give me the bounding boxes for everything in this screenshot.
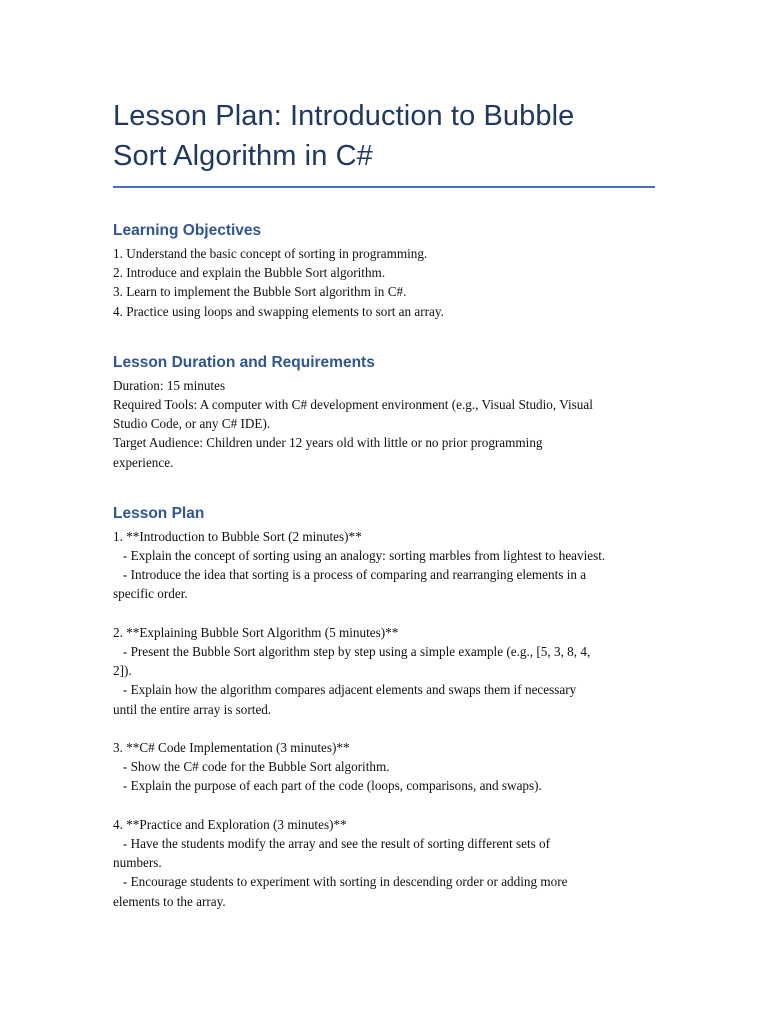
target-audience-line: Target Audience: Children under 12 years old with little or no prior programming xyxy=(113,435,543,451)
lesson-step-1 xyxy=(113,527,658,604)
document-title-line-2: Sort Algorithm in C# xyxy=(113,140,373,172)
duration-requirements-section xyxy=(113,353,658,472)
duration-line: Duration: 15 minutes xyxy=(113,377,226,393)
lesson-step-title: 1. **Introduction to Bubble Sort (2 minutes)** xyxy=(113,528,362,544)
lesson-step-line: - Introduce the idea that sorting is a process of comparing and rearranging elements in a xyxy=(113,567,587,583)
required-tools-line: Required Tools: A computer with C# development environment (e.g., Visual Studio, Visual xyxy=(113,397,593,413)
lesson-step-3 xyxy=(113,738,658,796)
paragraph-gap xyxy=(113,604,658,623)
lesson-step-line: - Explain the purpose of each part of the code (loops, comparisons, and swaps). xyxy=(113,778,542,794)
title-divider xyxy=(113,186,655,188)
learning-objectives-heading: Learning Objectives xyxy=(113,222,262,239)
objective-item: 4. Practice using loops and swapping elements to sort an array. xyxy=(113,303,444,319)
lesson-step-line: 2]). xyxy=(113,663,132,679)
lesson-step-title: 4. **Practice and Exploration (3 minutes)** xyxy=(113,816,347,832)
objective-item: 2. Introduce and explain the Bubble Sort algorithm. xyxy=(113,265,386,281)
document-title-line-1: Lesson Plan: Introduction to Bubble xyxy=(113,100,575,132)
duration-requirements-heading: Lesson Duration and Requirements xyxy=(113,353,375,371)
target-audience-line: experience. xyxy=(113,454,174,470)
objective-item: 3. Learn to implement the Bubble Sort algorithm in C#. xyxy=(113,284,407,300)
lesson-step-line: - Encourage students to experiment with sorting in descending order or adding more xyxy=(113,874,568,890)
lesson-step-title: 2. **Explaining Bubble Sort Algorithm (5 minutes)** xyxy=(113,624,399,640)
document-title xyxy=(113,96,658,176)
paragraph-gap xyxy=(113,719,658,738)
lesson-step-line: - Explain the concept of sorting using an analogy: sorting marbles from lightest to heaviest. xyxy=(113,548,606,564)
lesson-step-4 xyxy=(113,815,658,911)
lesson-step-title: 3. **C# Code Implementation (3 minutes)** xyxy=(113,740,350,756)
lesson-step-line: - Have the students modify the array and see the result of sorting different sets of xyxy=(113,836,551,852)
objective-item: 1. Understand the basic concept of sorting in programming. xyxy=(113,246,428,261)
document-page xyxy=(113,96,658,911)
lesson-step-line: until the entire array is sorted. xyxy=(113,701,272,717)
lesson-plan-section xyxy=(113,504,658,911)
lesson-step-line: - Explain how the algorithm compares adjacent elements and swaps them if necessary xyxy=(113,682,577,698)
learning-objectives-section xyxy=(113,221,658,321)
lesson-step-line: numbers. xyxy=(113,855,162,871)
lesson-step-line: - Present the Bubble Sort algorithm step by step using a simple example (e.g., [5, 3, 8, 4, xyxy=(113,644,591,660)
required-tools-line: Studio Code, or any C# IDE). xyxy=(113,416,271,432)
lesson-step-line: elements to the array. xyxy=(113,893,226,909)
lesson-step-line: - Show the C# code for the Bubble Sort algorithm. xyxy=(113,759,390,775)
lesson-step-2 xyxy=(113,623,658,719)
lesson-step-line: specific order. xyxy=(113,586,188,602)
lesson-plan-heading: Lesson Plan xyxy=(113,504,205,522)
paragraph-gap xyxy=(113,796,658,815)
